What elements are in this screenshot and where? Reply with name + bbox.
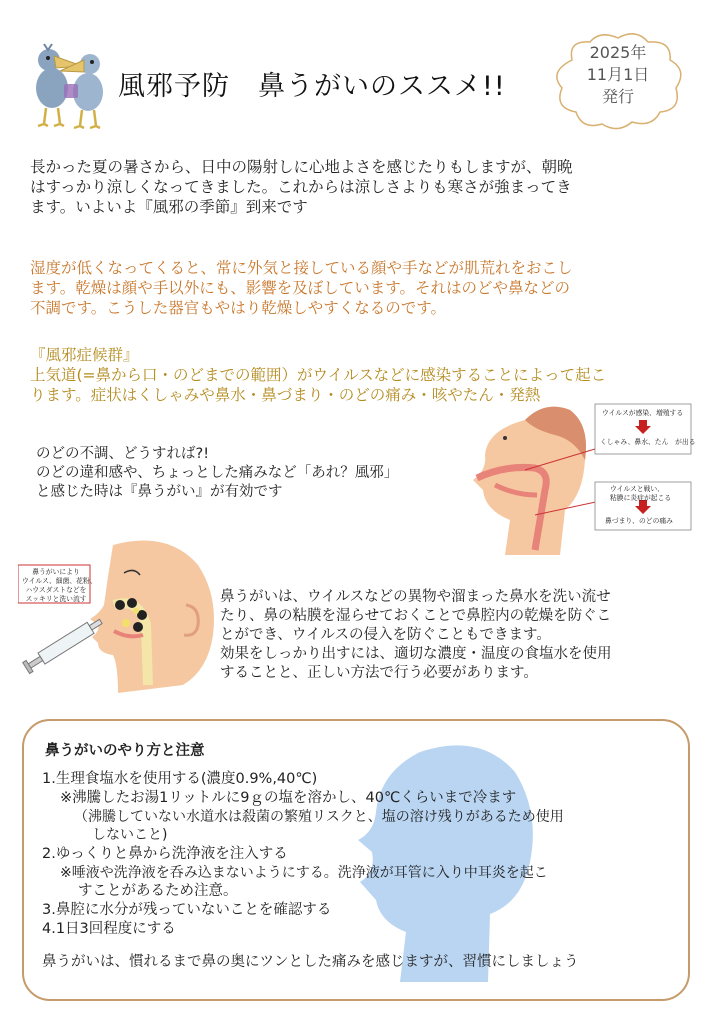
symptoms-line: 上気道(=鼻から口・のどまでの範囲）がウイルスなどに感染することによって起こ [30, 366, 607, 384]
throat-line: と感じた時は『鼻うがい』が有効です [36, 484, 283, 500]
howto-step-1-subnote: （沸騰していない水道水は殺菌の繁殖リスクと、塩の溶け残りがあるため使用 [74, 809, 564, 825]
rinse-callout-line: スッキリと洗い流す [25, 595, 87, 603]
scarf-icon [64, 84, 78, 98]
dryness-line: 湿度が低くなってくると、常に外気と接している顔や手などが肌荒れをおこし [30, 259, 573, 277]
howto-step-1-note: ※沸騰したお湯1リットルに9ｇの塩を溶かし、40℃くらいまで冷ます [60, 790, 517, 806]
nasal-rinse-illustration [18, 535, 218, 695]
howto-step-4: 4.1日3回程度にする [42, 921, 176, 937]
dryness-line: 不調です。こうした器官もやはり乾燥しやすくなるのです。 [30, 299, 447, 317]
issue-date-day: 11月1日 [586, 65, 650, 84]
throat-line: のどの違和感や、ちょっとした痛みなど「あれ？風邪」 [36, 465, 399, 481]
diagram-label-top-2: くしゃみ、鼻水、たん が出る [600, 438, 696, 446]
issue-date-year: 2025年 [589, 43, 647, 62]
howto-step-2-note-cont: すことがあるため注意。 [78, 883, 238, 899]
howto-step-2-note: ※唾液や洗浄液を呑み込まないようにする。洗浄液が耳管に入り中耳炎を起こ [60, 865, 548, 881]
issue-date [560, 42, 676, 108]
howto-step-2: 2.ゆっくりと鼻から洗浄液を注入する [42, 846, 288, 862]
explanation-paragraph [220, 588, 612, 683]
howto-closing: 鼻うがいは、慣れるまで鼻の奥にツンとした痛みを感じますが、習慣にしましょう [42, 954, 579, 970]
throat-line: のどの不調、どうすれば?! [36, 446, 210, 462]
dryness-paragraph [30, 258, 573, 318]
explain-line: 効果をしっかり出すには、適切な濃度・温度の食塩水を使用 [220, 646, 612, 662]
howto-step-3: 3.鼻腔に水分が残っていないことを確認する [42, 902, 332, 918]
throat-anatomy-illustration [465, 400, 695, 560]
syringe-icon [23, 616, 105, 674]
diagram-label-bottom-2: 粘膜に炎症が起こる [610, 494, 672, 502]
symptoms-section [30, 345, 606, 405]
explain-line: することと、正しい方法で行う必要があります。 [220, 665, 538, 681]
howto-step-1: 1.生理食塩水を使用する(濃度0.9%,40℃) [42, 771, 318, 787]
intro-line: 長かった夏の暑さから、日中の陽射しに心地よさを感じたりもしますが、朝晩 [30, 158, 573, 176]
symptoms-heading: 『風邪症候群』 [30, 346, 139, 364]
diagram-label-top-1: ウイルスが感染、増殖する [602, 409, 684, 417]
rinse-callout-line: ハウスダストなどを [25, 586, 87, 594]
issue-date-label: 発行 [601, 87, 634, 106]
explain-line: 鼻うがいは、ウイルスなどの異物や溜まった鼻水を洗い流せ [220, 589, 611, 605]
diagram-label-bottom-3: 鼻づまり、のどの痛み [605, 517, 673, 525]
howto-step-1-subnote-cont: しないこと) [92, 827, 168, 843]
diagram-label-bottom-1: ウイルスと戦い、 [610, 485, 664, 493]
intro-line: はすっかり涼しくなってきました。これからは涼しさよりも寒さが強まってき [30, 178, 572, 196]
rinse-callout-line: 鼻うがいにより [32, 568, 80, 576]
howto-title: 鼻うがいのやり方と注意 [45, 743, 205, 759]
rinse-callout-line: ウイルス、細菌、花粉、 [22, 577, 97, 585]
explain-line: たり、鼻の粘膜を湿らせておくことで鼻腔内の乾燥を防ぐこ [220, 608, 612, 624]
symptoms-line: ります。症状はくしゃみや鼻水・鼻づまり・のどの痛み・咳やたん・発熱 [30, 386, 541, 404]
explain-line: とができ、ウイルスの侵入を防ぐこともできます。 [220, 627, 551, 643]
throat-paragraph [36, 445, 398, 502]
rinse-callout-text [22, 568, 97, 604]
intro-line: ます。いよいよ『風邪の季節』到来です [30, 198, 308, 216]
dryness-line: ます。乾燥は顔や手以外にも、影響を及ぼしています。それはのどや鼻などの [30, 279, 571, 297]
shoebill-birds-illustration [24, 38, 120, 130]
page-title: 風邪予防 鼻うがいのススメ!! [118, 71, 506, 102]
intro-paragraph [30, 157, 573, 217]
